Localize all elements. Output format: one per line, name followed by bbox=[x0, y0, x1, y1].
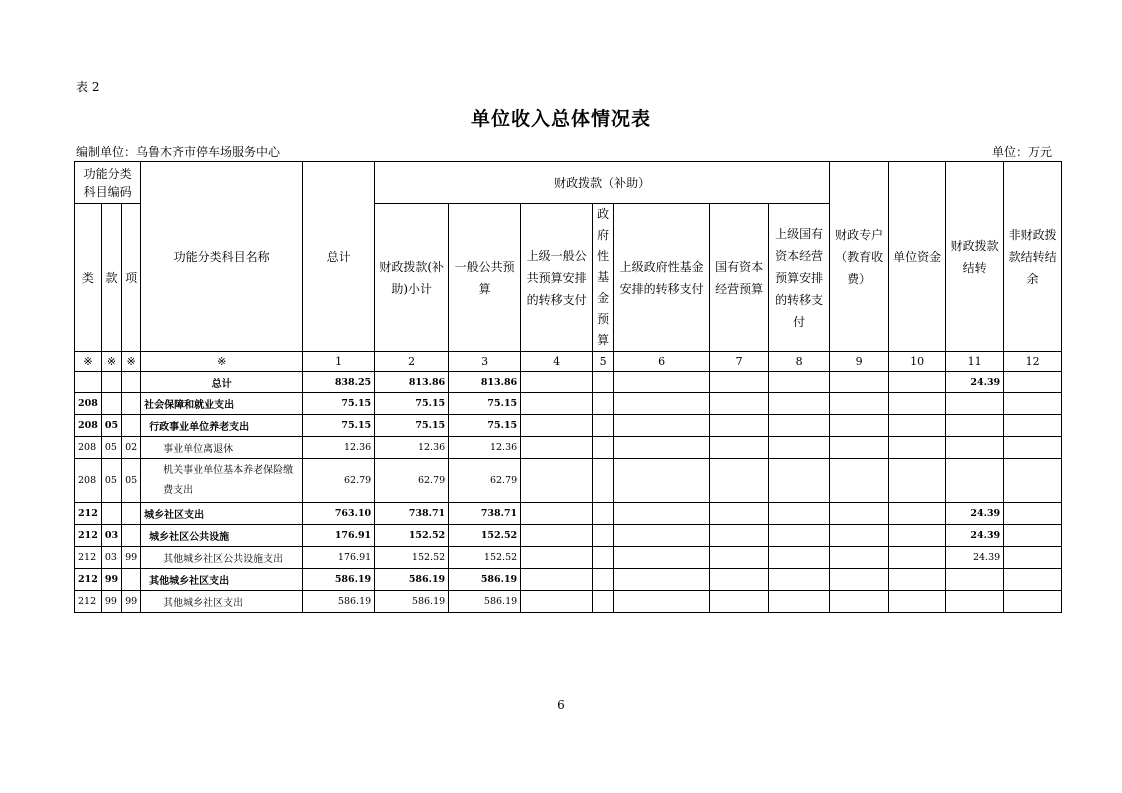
table-row bbox=[75, 372, 1062, 393]
fiscal-carry-cell: 24.39 bbox=[946, 547, 1004, 569]
subtotal-cell: 12.36 bbox=[375, 437, 449, 459]
xiang-cell: 99 bbox=[122, 547, 141, 569]
subtotal-cell: 152.52 bbox=[375, 525, 449, 547]
index-cell: 12 bbox=[1004, 352, 1062, 372]
name-cell: 总计 bbox=[141, 372, 303, 393]
name-cell: 事业单位离退休 bbox=[141, 437, 303, 459]
cat-cell: 212 bbox=[75, 547, 102, 569]
total-cell: 838.25 bbox=[303, 372, 375, 393]
column-index-row bbox=[75, 352, 1062, 372]
index-cell: 1 bbox=[303, 352, 375, 372]
total-cell: 12.36 bbox=[303, 437, 375, 459]
table-number: 表 2 bbox=[76, 80, 100, 94]
name-cell: 城乡社区支出 bbox=[141, 503, 303, 525]
general-budget-header: 一般公共预算 bbox=[449, 204, 521, 352]
special-account-header: 财政专户（教育收费） bbox=[830, 162, 889, 352]
index-cell: 7 bbox=[710, 352, 769, 372]
func-name-header: 功能分类科目名称 bbox=[141, 162, 303, 352]
subtotal-cell: 75.15 bbox=[375, 393, 449, 415]
fiscal-carry-cell bbox=[946, 459, 1004, 503]
name-cell: 行政事业单位养老支出 bbox=[141, 415, 303, 437]
xiang-cell bbox=[122, 372, 141, 393]
general-cell: 152.52 bbox=[449, 525, 521, 547]
cat-cell: 212 bbox=[75, 591, 102, 613]
kuan-cell: 05 bbox=[101, 459, 121, 503]
table-row bbox=[75, 393, 1062, 415]
table-row bbox=[75, 547, 1062, 569]
subtotal-cell: 152.52 bbox=[375, 547, 449, 569]
state-capital-header: 国有资本经营预算 bbox=[710, 204, 769, 352]
func-code-header: 功能分类科目编码 bbox=[75, 162, 141, 204]
total-cell: 75.15 bbox=[303, 393, 375, 415]
table-row bbox=[75, 459, 1062, 503]
index-cell: 3 bbox=[449, 352, 521, 372]
xiang-cell: 05 bbox=[122, 459, 141, 503]
page-number: 6 bbox=[557, 698, 565, 712]
general-cell: 586.19 bbox=[449, 591, 521, 613]
subtotal-header: 财政拨款(补助)小计 bbox=[375, 204, 449, 352]
total-cell: 586.19 bbox=[303, 569, 375, 591]
total-cell: 176.91 bbox=[303, 525, 375, 547]
kuan-cell bbox=[101, 372, 121, 393]
fiscal-carry-cell: 24.39 bbox=[946, 372, 1004, 393]
xiang-cell bbox=[122, 503, 141, 525]
subtotal-cell: 813.86 bbox=[375, 372, 449, 393]
name-cell: 其他城乡社区公共设施支出 bbox=[141, 547, 303, 569]
total-cell: 62.79 bbox=[303, 459, 375, 503]
cat-cell: 212 bbox=[75, 525, 102, 547]
index-cell: ※ bbox=[75, 352, 102, 372]
unit-fund-header: 单位资金 bbox=[889, 162, 946, 352]
nonfiscal-carryover-header: 非财政拨款结转结余 bbox=[1004, 162, 1062, 352]
index-cell: 11 bbox=[946, 352, 1004, 372]
general-cell: 62.79 bbox=[449, 459, 521, 503]
table-row bbox=[75, 569, 1062, 591]
xiang-cell bbox=[122, 393, 141, 415]
upper-state-capital-header: 上级国有资本经营预算安排的转移支付 bbox=[769, 204, 830, 352]
cat-cell: 208 bbox=[75, 437, 102, 459]
fiscal-carryover-header: 财政拨款结转 bbox=[946, 162, 1004, 352]
total-header: 总计 bbox=[303, 162, 375, 352]
fiscal-carry-cell bbox=[946, 591, 1004, 613]
cat-cell: 212 bbox=[75, 503, 102, 525]
name-cell: 其他城乡社区支出 bbox=[141, 569, 303, 591]
kuan-cell bbox=[101, 503, 121, 525]
index-cell: 2 bbox=[375, 352, 449, 372]
section-header: 款 bbox=[101, 204, 121, 352]
table-row bbox=[75, 415, 1062, 437]
name-cell: 机关事业单位基本养老保险缴费支出 bbox=[141, 459, 303, 503]
subtotal-cell: 738.71 bbox=[375, 503, 449, 525]
kuan-cell: 03 bbox=[101, 547, 121, 569]
fiscal-carry-cell bbox=[946, 393, 1004, 415]
currency-unit: 单位：万元 bbox=[991, 145, 1052, 159]
cat-cell: 212 bbox=[75, 569, 102, 591]
kuan-cell: 99 bbox=[101, 569, 121, 591]
subtotal-cell: 75.15 bbox=[375, 415, 449, 437]
general-cell: 813.86 bbox=[449, 372, 521, 393]
kuan-cell: 99 bbox=[101, 591, 121, 613]
page-title: 单位收入总体情况表 bbox=[470, 108, 651, 130]
upper-general-transfer-header: 上级一般公共预算安排的转移支付 bbox=[521, 204, 593, 352]
fiscal-carry-cell: 24.39 bbox=[946, 525, 1004, 547]
total-cell: 586.19 bbox=[303, 591, 375, 613]
index-cell: 9 bbox=[830, 352, 889, 372]
xiang-cell: 02 bbox=[122, 437, 141, 459]
xiang-cell: 99 bbox=[122, 591, 141, 613]
kuan-cell: 05 bbox=[101, 437, 121, 459]
fiscal-carry-cell bbox=[946, 415, 1004, 437]
subtotal-cell: 586.19 bbox=[375, 591, 449, 613]
name-cell: 其他城乡社区支出 bbox=[141, 591, 303, 613]
total-cell: 75.15 bbox=[303, 415, 375, 437]
category-header: 类 bbox=[75, 204, 102, 352]
index-cell: ※ bbox=[101, 352, 121, 372]
general-cell: 75.15 bbox=[449, 393, 521, 415]
general-cell: 12.36 bbox=[449, 437, 521, 459]
general-cell: 75.15 bbox=[449, 415, 521, 437]
compiling-unit: 编制单位：乌鲁木齐市停车场服务中心 bbox=[76, 145, 281, 159]
total-cell: 763.10 bbox=[303, 503, 375, 525]
total-cell: 176.91 bbox=[303, 547, 375, 569]
index-cell: 10 bbox=[889, 352, 946, 372]
index-cell: ※ bbox=[122, 352, 141, 372]
xiang-cell bbox=[122, 525, 141, 547]
xiang-cell bbox=[122, 569, 141, 591]
table-row bbox=[75, 591, 1062, 613]
name-cell: 社会保障和就业支出 bbox=[141, 393, 303, 415]
table-row bbox=[75, 503, 1062, 525]
name-cell: 城乡社区公共设施 bbox=[141, 525, 303, 547]
cat-cell bbox=[75, 372, 102, 393]
fiscal-carry-cell bbox=[946, 569, 1004, 591]
fiscal-grant-header: 财政拨款（补助） bbox=[375, 162, 830, 204]
fiscal-carry-cell bbox=[946, 437, 1004, 459]
index-cell: 5 bbox=[593, 352, 614, 372]
general-cell: 738.71 bbox=[449, 503, 521, 525]
table-row bbox=[75, 437, 1062, 459]
cat-cell: 208 bbox=[75, 393, 102, 415]
index-cell: 8 bbox=[769, 352, 830, 372]
kuan-cell: 05 bbox=[101, 415, 121, 437]
fiscal-carry-cell: 24.39 bbox=[946, 503, 1004, 525]
general-cell: 586.19 bbox=[449, 569, 521, 591]
item-header: 项 bbox=[122, 204, 141, 352]
general-cell: 152.52 bbox=[449, 547, 521, 569]
xiang-cell bbox=[122, 415, 141, 437]
index-cell: 4 bbox=[521, 352, 593, 372]
income-table bbox=[74, 161, 1062, 613]
table-row bbox=[75, 525, 1062, 547]
subtotal-cell: 586.19 bbox=[375, 569, 449, 591]
kuan-cell bbox=[101, 393, 121, 415]
subtotal-cell: 62.79 bbox=[375, 459, 449, 503]
gov-fund-header: 政府性基金预算 bbox=[593, 204, 614, 352]
index-cell: ※ bbox=[141, 352, 303, 372]
cat-cell: 208 bbox=[75, 459, 102, 503]
upper-fund-transfer-header: 上级政府性基金安排的转移支付 bbox=[614, 204, 710, 352]
cat-cell: 208 bbox=[75, 415, 102, 437]
kuan-cell: 03 bbox=[101, 525, 121, 547]
index-cell: 6 bbox=[614, 352, 710, 372]
